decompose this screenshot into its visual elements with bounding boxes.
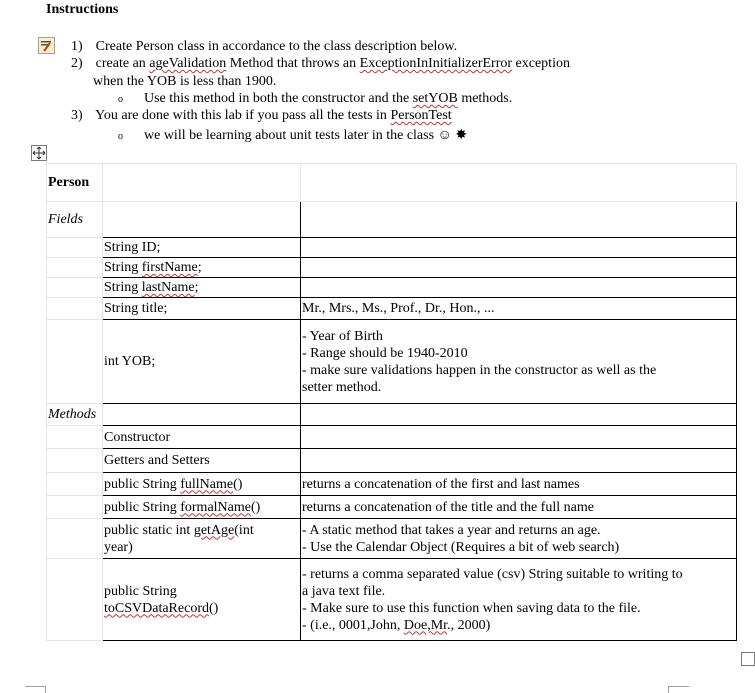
field-lastname: String lastName; — [103, 278, 301, 298]
method-tocsv-desc: - returns a comma separated value (csv) String suitable to writing to a java text file. - Make sure to use this function when saving data to the file. - (i.e., 0001,John, Doe,Mr., 2000) — [301, 559, 737, 641]
instruction-subitem-1: o Use this method in both the constructor and the setYOB methods. — [118, 91, 513, 106]
person-class-table — [46, 163, 737, 641]
spell-flag[interactable]: ExceptionInInitializerError — [359, 56, 513, 71]
instruction-item-2-cont: when the YOB is less than 1900. — [93, 74, 277, 89]
instructions-heading: Instructions — [46, 2, 119, 17]
page-corner-mark — [25, 686, 46, 693]
method-formalname: public String formalName() — [103, 496, 301, 519]
method-constructor: Constructor — [103, 426, 301, 449]
field-yob-desc: - Year of Birth - Range should be 1940-2010 - make sure validations happen in the constructor as well as the setter method. — [301, 320, 737, 404]
page-corner-mark — [668, 686, 689, 693]
field-id: String ID; — [103, 238, 301, 258]
instruction-item-1: 1) Create Person class in accordance to the class description below. — [71, 39, 458, 54]
method-fullname: public String fullName() — [103, 473, 301, 496]
fields-label: Fields — [47, 202, 103, 238]
field-firstname: String firstName; — [103, 258, 301, 278]
table-resize-handle[interactable] — [741, 652, 755, 666]
method-tocsv: public String toCSVDataRecord() — [103, 559, 301, 641]
method-getters-setters: Getters and Setters — [103, 449, 301, 473]
field-title-desc: Mr., Mrs., Ms., Prof., Dr., Hon., ... — [301, 298, 737, 320]
instruction-item-3: 3) You are done with this lab if you pass all the tests in PersonTest — [71, 108, 452, 123]
method-fullname-desc: returns a concatenation of the first and last names — [301, 473, 737, 496]
spell-flag[interactable]: setYOB — [412, 91, 458, 106]
method-getage-desc: - A static method that takes a year and returns an age. - Use the Calendar Object (Requires a bit of web search) — [301, 519, 737, 559]
spell-flag[interactable]: ageValidation — [149, 56, 227, 71]
table-title: Person — [47, 164, 103, 202]
note-icon[interactable] — [38, 37, 55, 54]
instruction-item-2: 2) create an ageValidation Method that throws an ExceptionInInitializerError exception — [71, 56, 570, 71]
field-title: String title; — [103, 298, 301, 320]
smiley-icon: ☺ — [437, 128, 452, 143]
spell-flag[interactable]: PersonTest — [390, 108, 452, 123]
star-icon: ✸ — [455, 128, 468, 143]
instruction-subitem-2: o we will be learning about unit tests later in the class ☺ ✸ — [118, 128, 468, 143]
table-move-handle-icon[interactable] — [31, 145, 47, 161]
field-yob: int YOB; — [103, 320, 301, 404]
method-getage: public static int getAge(int year) — [103, 519, 301, 559]
methods-label: Methods — [47, 404, 103, 426]
method-formalname-desc: returns a concatenation of the title and the full name — [301, 496, 737, 519]
